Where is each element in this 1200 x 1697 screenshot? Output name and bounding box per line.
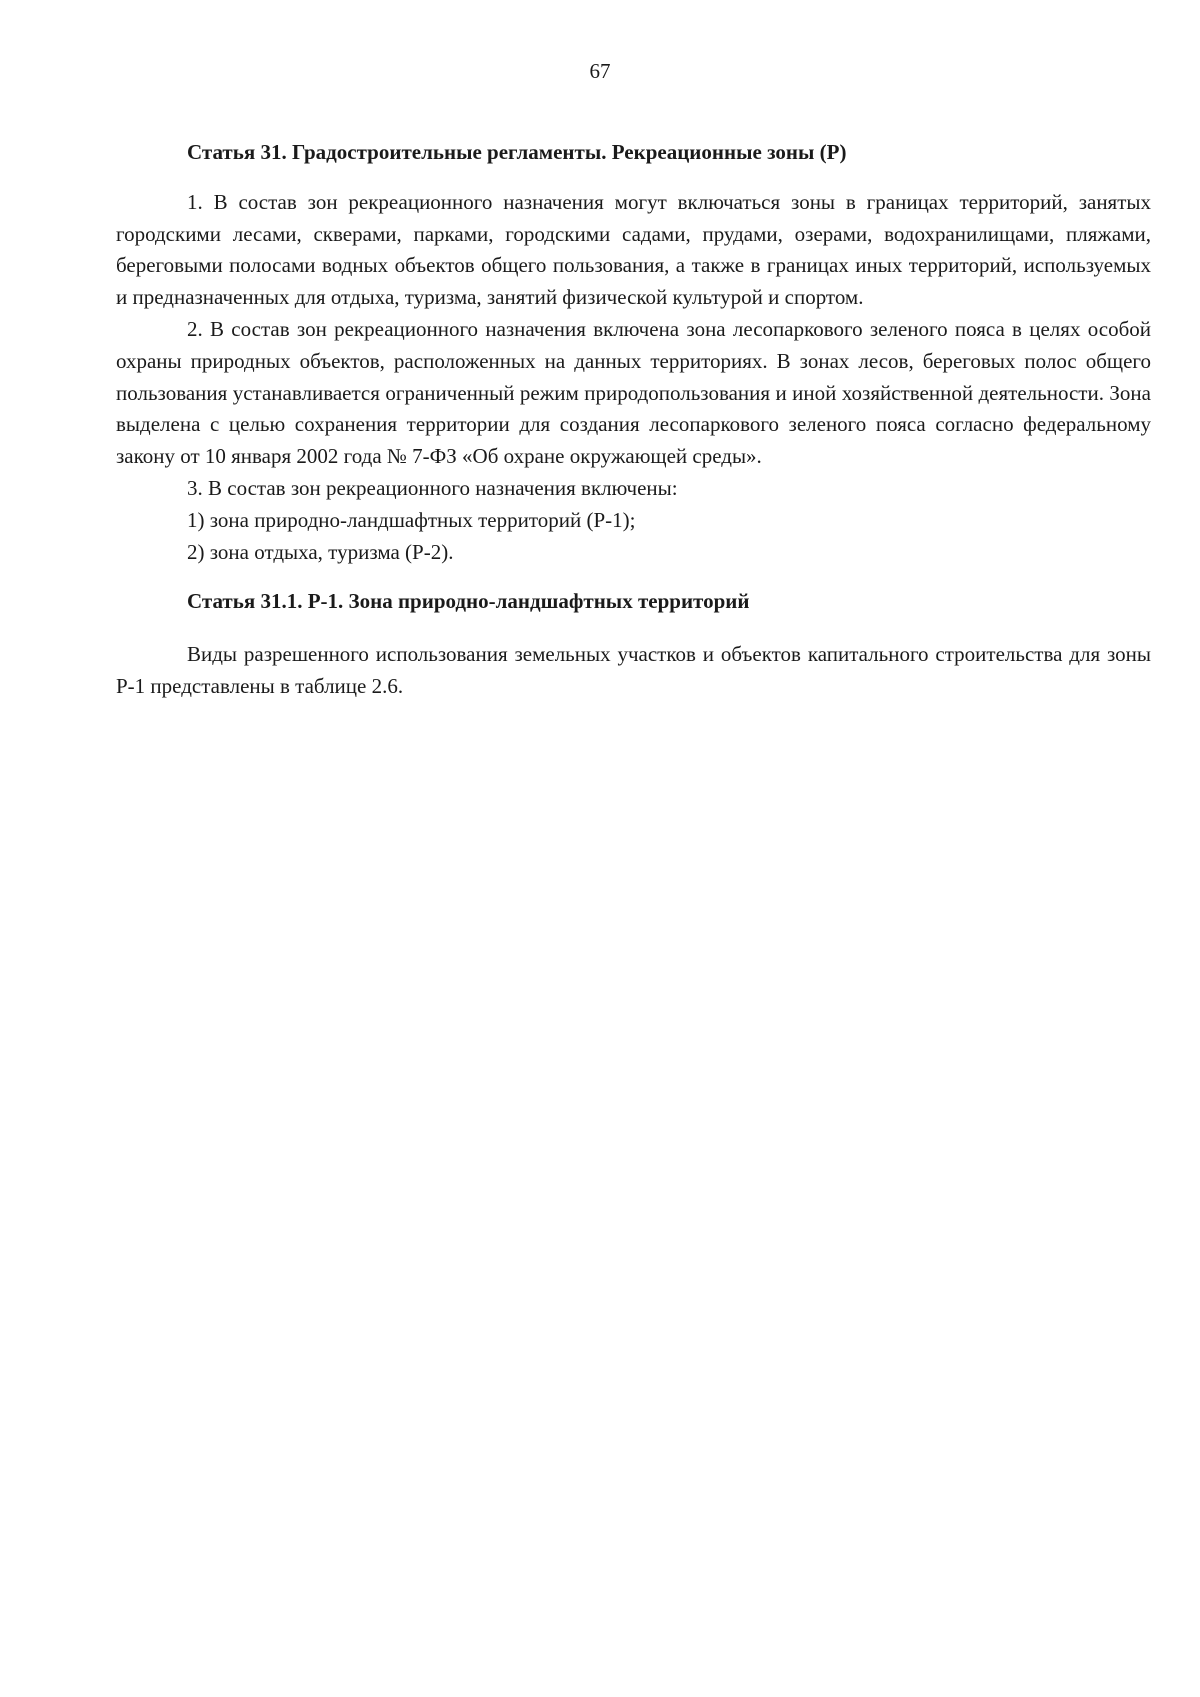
article-31-paragraph-2: 2. В состав зон рекреационного назначения включена зона лесопаркового зеленого пояса в целях особой охраны природных объектов, расположенных на данных территориях. В зонах лесов, береговых полос общего пользования устанавливается ограниченный режим природопользования и иной хозяйственной деятельности. Зона выделена с целью сохранения территории для создания лесопаркового зеленого пояса согласно федеральному закону от 10 января 2002 года № 7-ФЗ «Об охране окружающей среды». [116, 316, 1151, 469]
list-item: 2) зона отдыха, туризма (Р-2). [187, 539, 454, 564]
list-item: 1) зона природно-ландшафтных территорий (Р-1); [187, 507, 636, 532]
article-31-1-heading: Статья 31.1. Р-1. Зона природно-ландшафтных территорий [187, 589, 750, 614]
article-31-paragraph-1: 1. В состав зон рекреационного назначения могут включаться зоны в границах территорий, занятых городскими лесами, скверами, парками, городскими садами, прудами, озерами, водохранилищами, пляжами, береговыми полосами водных объектов общего пользования, а также в границах иных территорий, используемых и предназначенных для отдыха, туризма, занятий физической культурой и спортом. [116, 189, 1151, 310]
article-31-1-paragraph: Виды разрешенного использования земельных участков и объектов капитального строительства для зоны Р-1 представлены в таблице 2.6. [116, 642, 1151, 698]
page-content [116, 137, 1151, 703]
article-31-heading: Статья 31. Градостроительные регламенты. Рекреационные зоны (Р) [187, 140, 847, 164]
article-31-paragraph-3: 3. В состав зон рекреационного назначения включены: [187, 475, 678, 500]
page-number: 67 [589, 59, 611, 83]
